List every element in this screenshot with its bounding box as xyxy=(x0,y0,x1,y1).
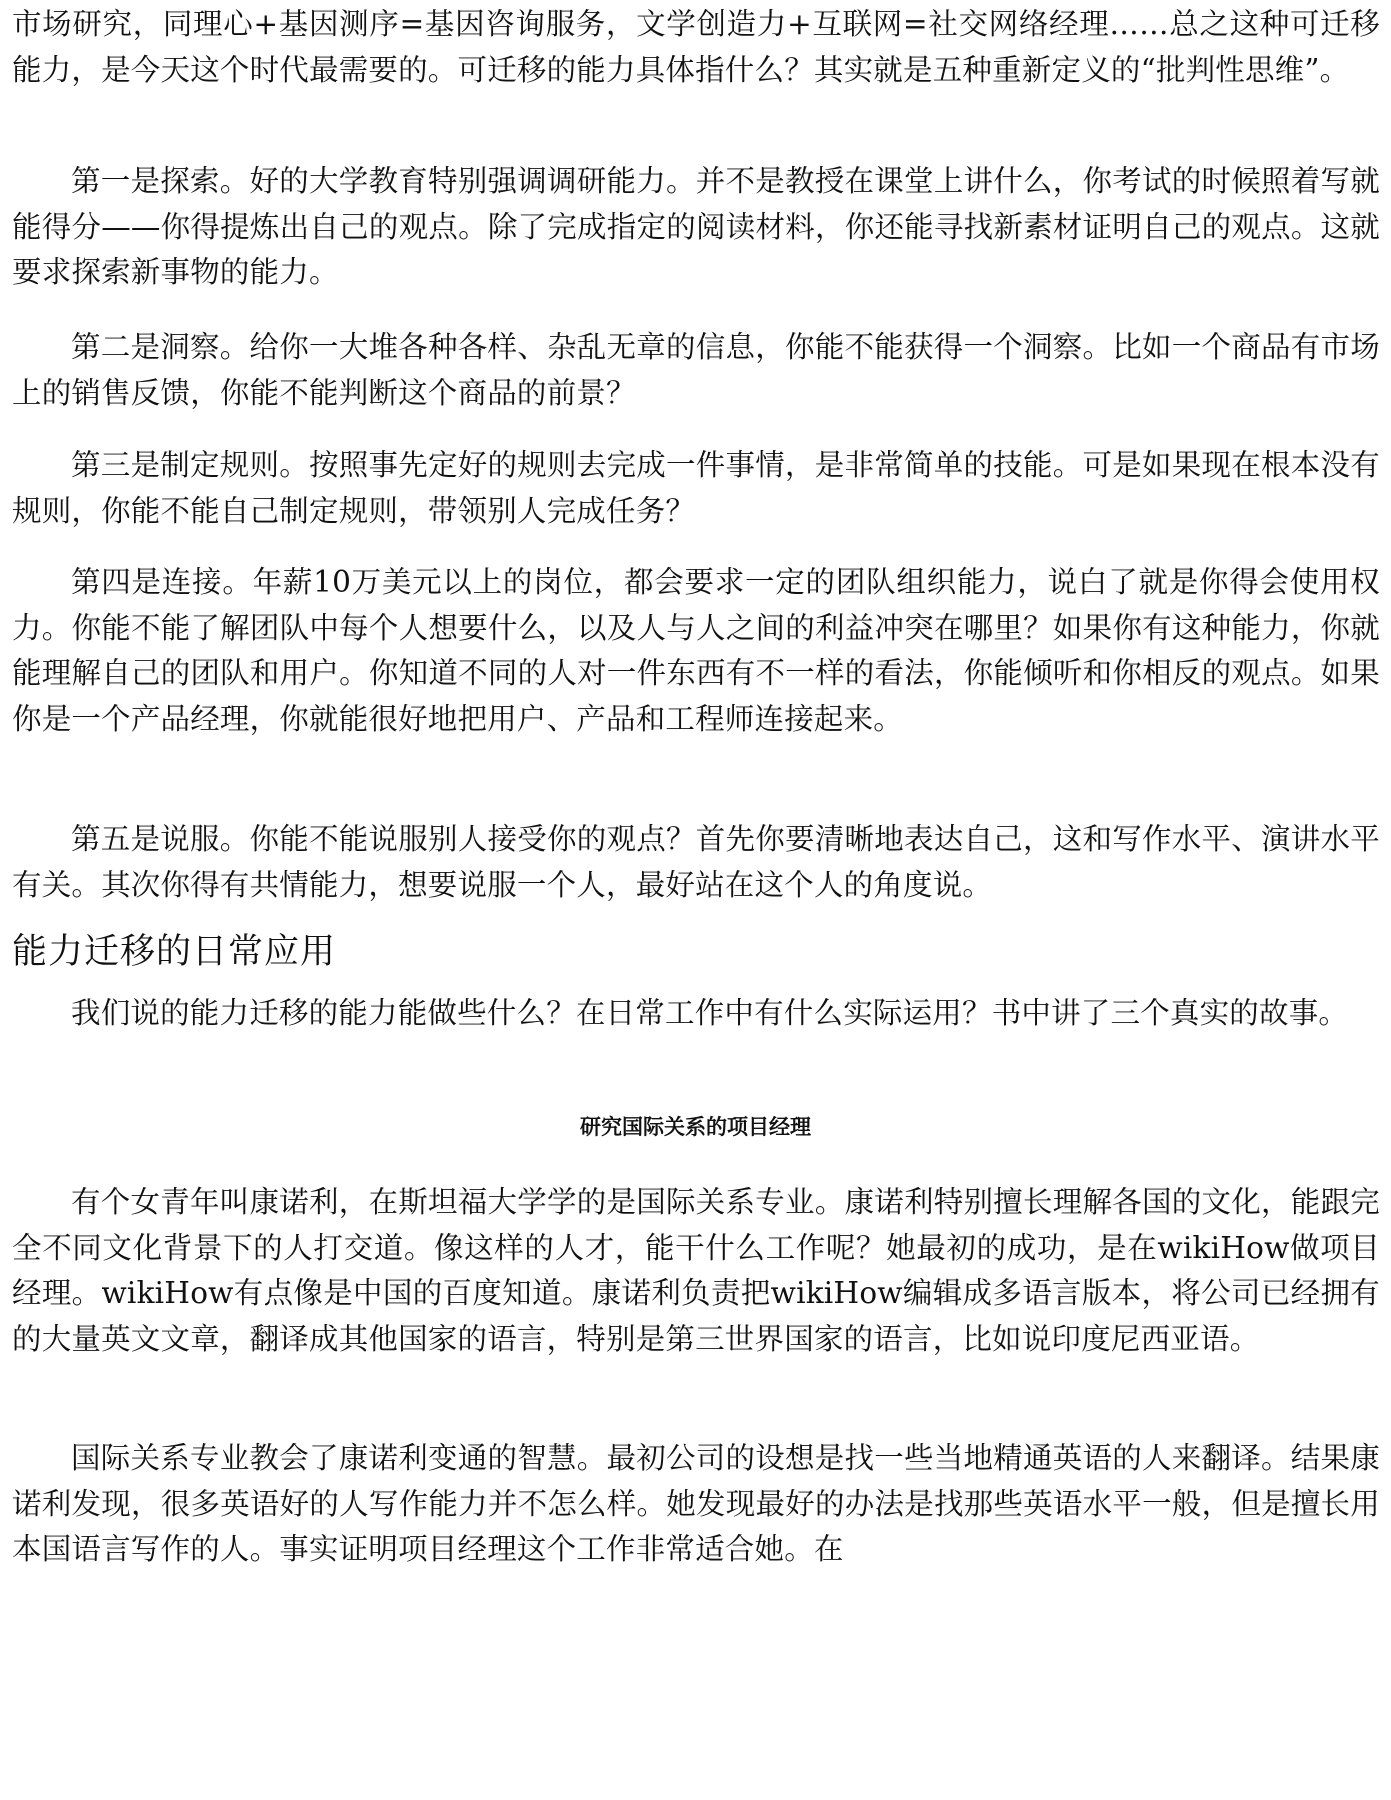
paragraph-rule-making: 第三是制定规则。按照事先定好的规则去完成一件事情，是非常简单的技能。可是如果现在根本没有规则，你能不能自己制定规则，带领别人完成任务？ xyxy=(12,448,1380,528)
paragraph-insight: 第二是洞察。给你一大堆各种各样、杂乱无章的信息，你能不能获得一个洞察。比如一个商品有市场上的销售反馈，你能不能判断这个商品的前景？ xyxy=(12,330,1380,410)
paragraph-exploration: 第一是探索。好的大学教育特别强调调研能力。并不是教授在课堂上讲什么，你考试的时候照着写就能得分——你得提炼出自己的观点。除了完成指定的阅读材料，你还能寻找新素材证明自己的观点。这就要求探索新事物的能力。 xyxy=(12,164,1380,289)
paragraph-connection: 第四是连接。年薪10万美元以上的岗位，都会要求一定的团队组织能力，说白了就是你得会使用权力。你能不能了解团队中每个人想要什么，以及人与人之间的利益冲突在哪里？如果你有这种能力，你就能理解自己的团队和用户。你知道不同的人对一件东西有不一样的看法，你能倾听和你相反的观点。如果你是一个产品经理，你就能很好地把用户、产品和工程师连接起来。 xyxy=(12,565,1380,736)
story-paragraph-2: 国际关系专业教会了康诺利变通的智慧。最初公司的设想是找一些当地精通英语的人来翻译。结果康诺利发现，很多英语好的人写作能力并不怎么样。她发现最好的办法是找那些英语水平一般，但是擅长用本国语言写作的人。事实证明项目经理这个工作非常适合她。在 xyxy=(12,1441,1380,1566)
section-heading: 能力迁移的日常应用 xyxy=(12,932,337,972)
story-paragraph-1: 有个女青年叫康诺利，在斯坦福大学学的是国际关系专业。康诺利特别擅长理解各国的文化，能跟完全不同文化背景下的人打交道。像这样的人才，能干什么工作呢？她最初的成功，是在wikiHow做项目经理。wikiHow有点像是中国的百度知道。康诺利负责把wikiHow编辑成多语言版本，将公司已经拥有的大量英文文章，翻译成其他国家的语言，特别是第三世界国家的语言，比如说印度尼西亚语。 xyxy=(12,1185,1380,1356)
paragraph-intro-continued: 市场研究，同理心+基因测序=基因咨询服务，文学创造力+互联网=社交网络经理……总之这种可迁移能力，是今天这个时代最需要的。可迁移的能力具体指什么？其实就是五种重新定义的“批判性思维”。 xyxy=(12,7,1380,87)
paragraph-persuasion: 第五是说服。你能不能说服别人接受你的观点？首先你要清晰地表达自己，这和写作水平、演讲水平有关。其次你得有共情能力，想要说服一个人，最好站在这个人的角度说。 xyxy=(12,822,1380,902)
section-intro-paragraph: 我们说的能力迁移的能力能做些什么？在日常工作中有什么实际运用？书中讲了三个真实的故事。 xyxy=(71,996,1349,1030)
story-title: 研究国际关系的项目经理 xyxy=(580,1115,811,1139)
